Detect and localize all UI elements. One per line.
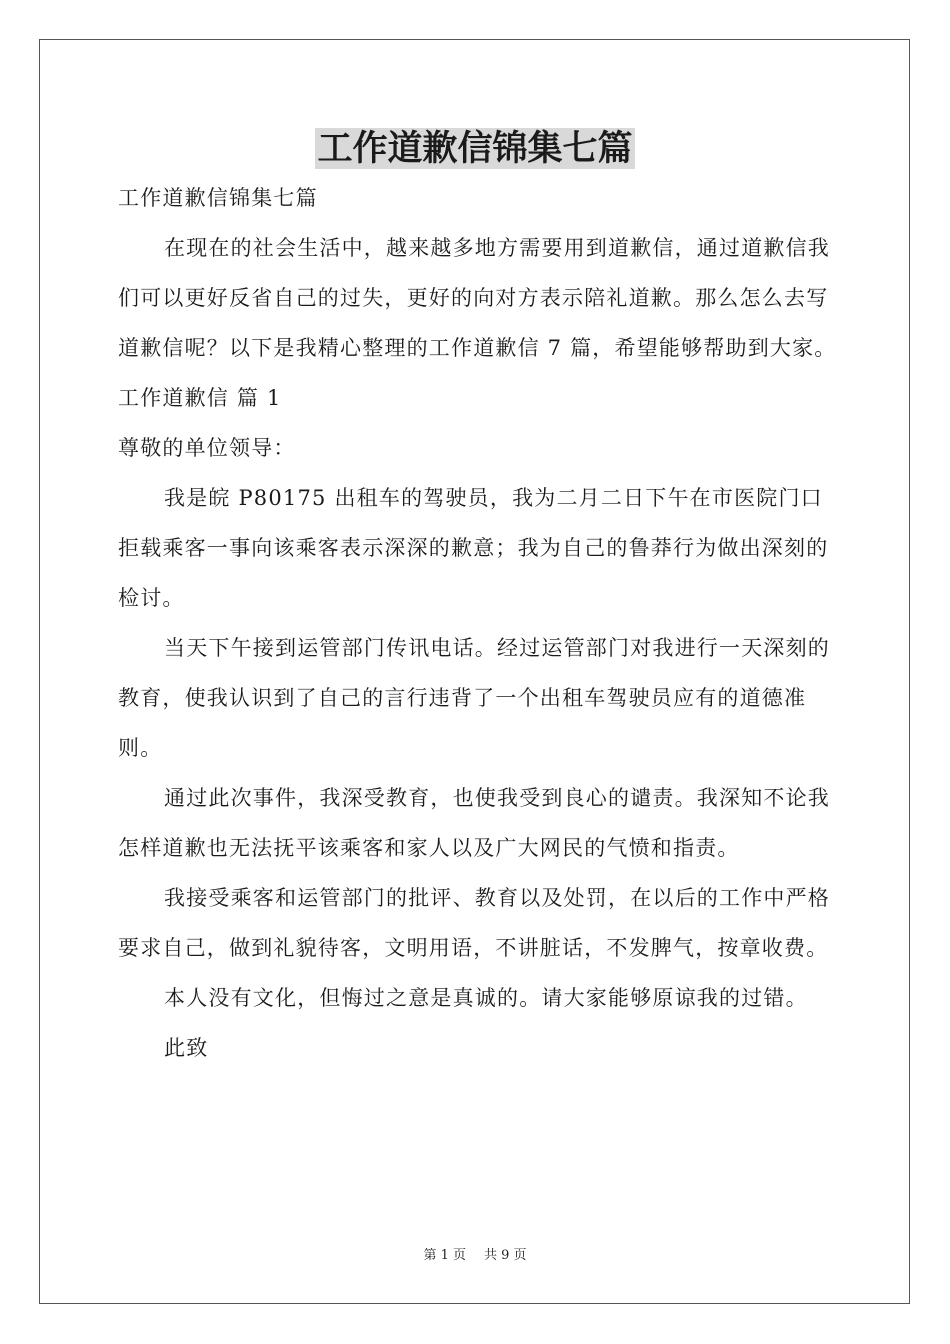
body-paragraph: 本人没有文化，但悔过之意是真诚的。请大家能够原谅我的过错。 <box>164 986 808 1010</box>
document-body <box>118 173 838 1073</box>
intro-paragraph: 在现在的社会生活中，越来越多地方需要用到道歉信，通过道歉信我们可以更好反省自己的过失，更好的向对方表示陪礼道歉。那么怎么去写道歉信呢？以下是我精心整理的工作道歉信 7 篇，希望能够帮助到大家。 <box>118 236 837 360</box>
closing-line: 此致 <box>164 1036 209 1060</box>
body-paragraph: 当天下午接到运管部门传讯电话。经过运管部门对我进行一天深刻的教育，使我认识到了自己的言行违背了一个出租车驾驶员应有的道德准则。 <box>118 636 830 760</box>
document-title-text: 工作道歉信锦集七篇 <box>317 128 633 169</box>
body-paragraph: 通过此次事件，我深受教育，也使我受到良心的谴责。我深知不论我怎样道歉也无法抚平该乘客和家人以及广大网民的气愤和指责。 <box>118 786 830 860</box>
body-paragraph: 我是皖 P80175 出租车的驾驶员，我为二月二日下午在市医院门口拒载乘客一事向该乘客表示深深的歉意；我为自己的鲁莽行为做出深刻的检讨。 <box>118 486 829 610</box>
page-footer <box>0 1246 950 1266</box>
document-subtitle: 工作道歉信锦集七篇 <box>118 186 318 210</box>
page-total: 共 9 页 <box>484 1248 527 1263</box>
section-heading: 工作道歉信 篇 1 <box>118 386 282 410</box>
salutation: 尊敬的单位领导： <box>118 436 296 460</box>
document-title <box>0 124 950 174</box>
body-paragraph: 我接受乘客和运管部门的批评、教育以及处罚，在以后的工作中严格要求自己，做到礼貌待客，文明用语，不讲脏话，不发脾气，按章收费。 <box>118 886 830 960</box>
page-number: 第 1 页 <box>423 1248 466 1263</box>
